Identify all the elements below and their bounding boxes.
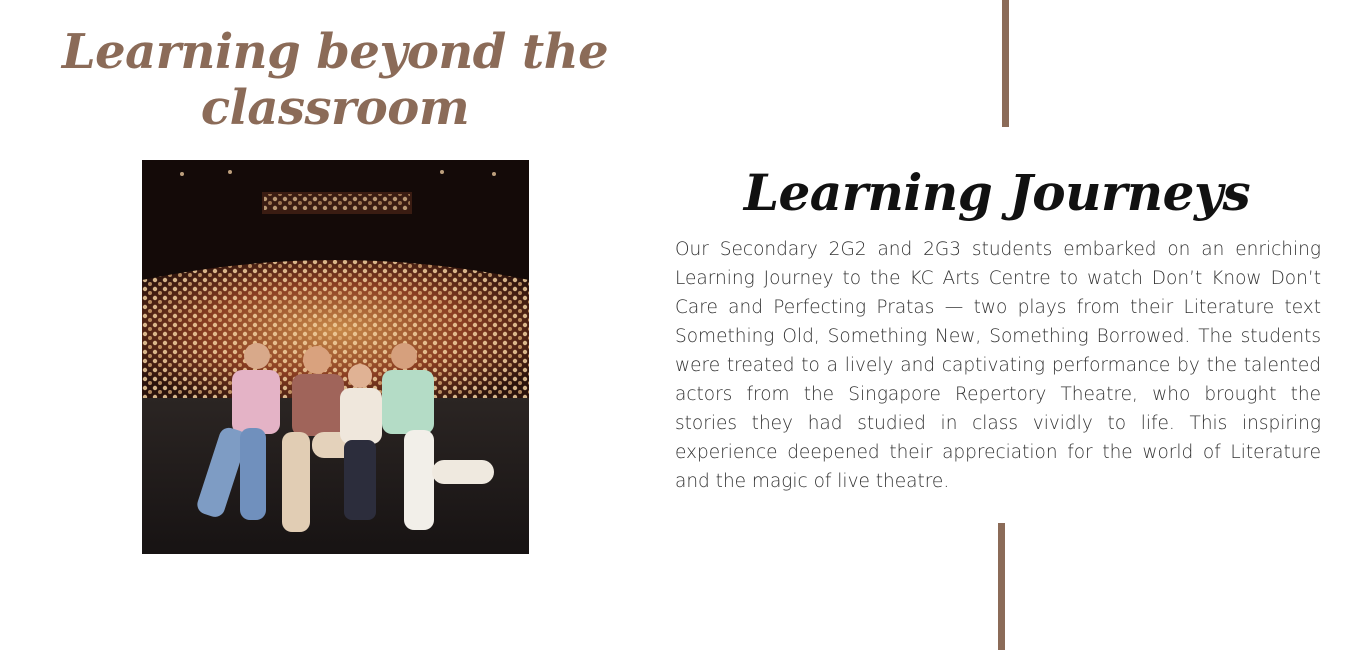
article-body: Our Secondary 2G2 and 2G3 students embarked on an enriching Learning Journey to the KC Arts Centre to watch Don’t Know Don’t Care and Perfecting Pratas — two plays from their Literature text Something Old, Something New, Something Borrowed. The students were treated to a lively and captivating performance by the talented actors from the Singapore Repertory Theatre, who brought the stories they had studied in class vividly to life. This inspiring experience deepened their appreciation for the world of Literature and the magic of live theatre. bbox=[675, 239, 1321, 492]
theatre-group-photo bbox=[142, 160, 529, 554]
divider-bottom bbox=[998, 523, 1005, 650]
article-heading: Learning Journeys bbox=[743, 163, 1251, 222]
divider-top bbox=[1002, 0, 1009, 127]
section-title: Learning beyond the classroom bbox=[61, 24, 609, 136]
